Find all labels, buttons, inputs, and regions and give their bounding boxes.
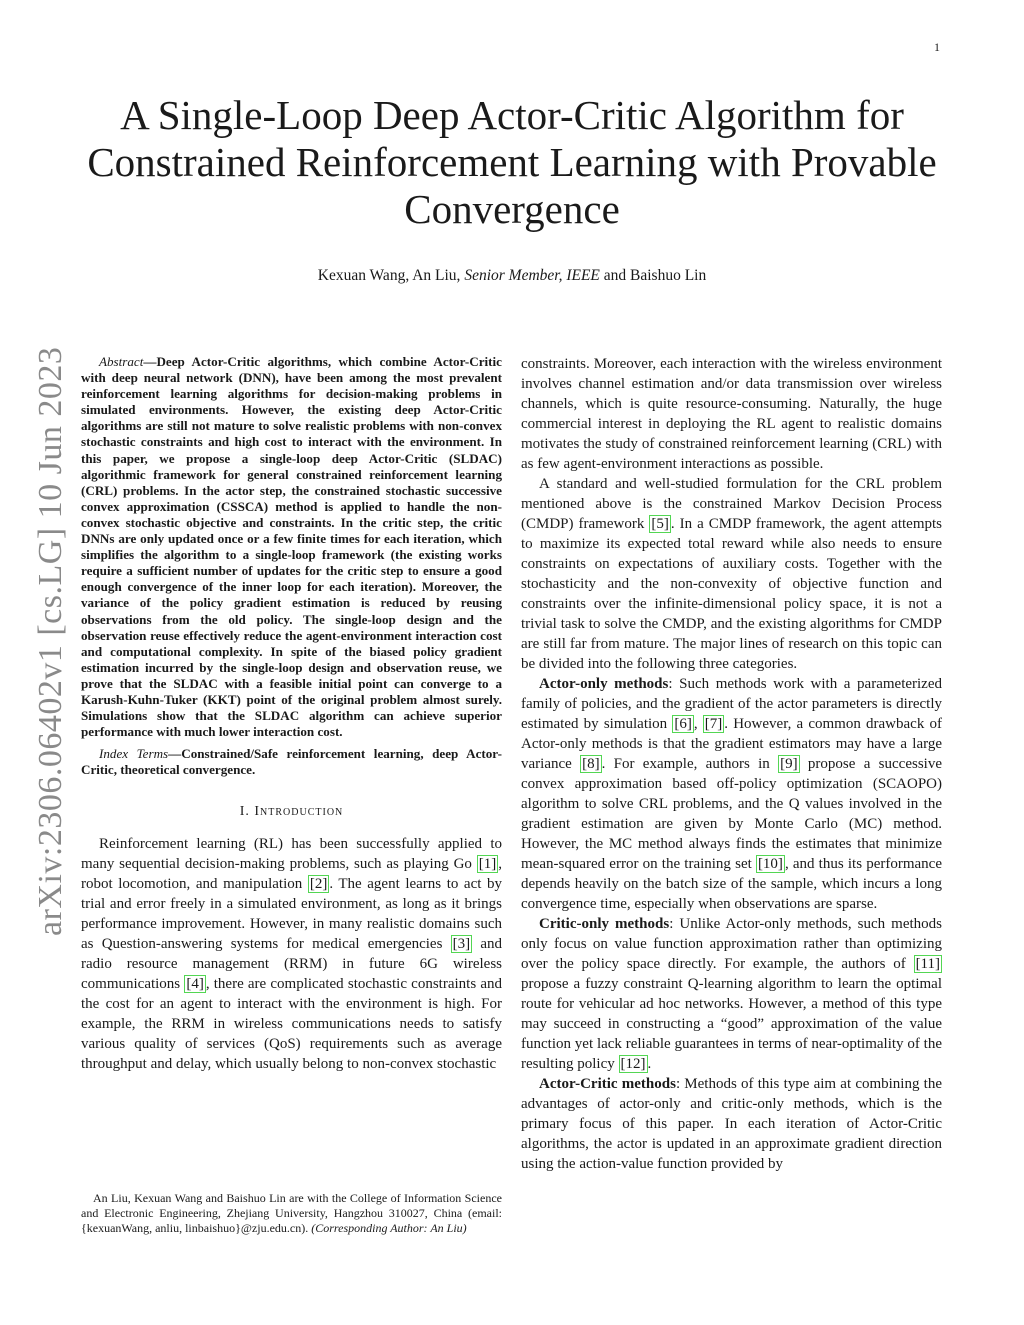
text-run: A standard and well-studied formulation for the CRL problem mentioned above is the constrained Markov Decision Process (CMDP) framework [521,476,942,532]
text-run: , [693,716,703,732]
text-run: : Unlike Actor-only methods, such methods only focus on value function approximation rather than optimizing over the policy space directly. For example, the authors of [521,916,942,972]
abstract-text: Deep Actor-Critic algorithms, which combine Actor-Critic with deep neural network (DNN), have been among the most prevalent reinforcement learning algorithms for decision-making problems in simulated environments. However, the existing deep Actor-Critic algorithms are still not mature to solve realistic problems with non-convex stochastic constraints and high cost to interact with the environment. In this paper, we propose a single-loop deep Actor-Critic (SLDAC) algorithmic framework for general constrained reinforcement learning (CRL) problems. In the actor step, the constrained stochastic successive convex approximation (CSSCA) method is applied to handle the non-convex stochastic objective and constraints. In the critic step, the critic DNNs are only updated once or a few finite times for each iteration, which simplifies the algorithm to a single-loop framework (the existing works require a sufficient number of updates for the critic step to ensure a good enough convergence of the inner loop for each iteration). Moreover, the variance of the policy gradient estimation is reduced by reusing observations from the old policy. The single-loop design and the observation reuse effectively reduce the agent-environment interaction cost and computational complexity. In spite of the biased policy gradient estimation incurred by the single-loop design and observation reuse, we prove that the SLDAC with a feasible initial point can converge to a Karush-Kuhn-Tuker (KKT) point of the original problem almost surely. Simulations show that the SLDAC algorithm can achieve superior performance with much lower interaction cost. [81,354,502,740]
section-title: Introduction [254,804,344,820]
citation-link[interactable]: [10] [757,856,783,872]
author-names: Kexuan Wang, An Liu, [317,267,461,284]
text-run: . [647,1056,652,1072]
paragraph-lead: Actor-Critic methods [539,1076,676,1092]
index-terms-label: Index Terms [99,746,169,762]
critic-only-paragraph [521,914,942,1074]
paragraph-lead: Actor-only methods [539,676,669,692]
text-run: Reinforcement learning (RL) has been successfully applied to many sequential decision-making problems, such as playing Go [81,836,502,873]
author-membership: Senior Member, IEEE [464,267,600,284]
author-names-tail: and Baishuo Lin [603,267,707,284]
text-run: , robot locomotion, and manipulation [81,856,502,893]
citation-link[interactable]: [4] [186,976,204,993]
citation-link[interactable]: [12] [620,1056,646,1072]
text-run: . For example, authors in [601,756,779,772]
text-run: . The agent learns to act by trial and error freely in a simulated environment, as long as it brings performance improvement. However, in many realistic domains such as Question-answering systems for medical emergencies [81,876,502,953]
section-numeral: I. [239,804,250,820]
citation-link[interactable]: [1] [478,856,497,873]
text-run: and radio resource management (RRM) in future 6G wireless communications [81,936,502,993]
text-run: , there are complicated stochastic constraints and the cost for an agent to interact with the environment is high. For example, the RRM in wireless communications needs to satisfy various quality of services (QoS) requirements such as average throughput and delay, which usually belong to non-convex stochastic [81,976,502,1073]
affiliation-footnote [81,1191,502,1237]
text-run: propose a fuzzy constraint Q-learning algorithm to learn the optimal route for vehicular ad hoc networks. However, a method of this type may succeed in constructing a “good” approximation of the value function yet lack reliable guarantees in terms of near-optimality of the resulting policy [521,976,942,1072]
citation-link[interactable]: [6] [674,716,692,732]
text-run: propose a successive convex approximation based off-policy optimization (SCAOPO) algorithm to solve CRL problems, and the Q values involved in the gradient estimation are given by Monte Carlo (MC) method. However, the MC method always finds the estimates that minimize mean-squared error on the training set [521,756,942,872]
citation-link[interactable]: [2] [309,876,328,893]
intro-paragraph [81,834,502,1074]
citation-link[interactable]: [9] [780,756,798,772]
abstract: Abstract—Deep Actor-Critic algorithms, which combine Actor-Critic with deep neural network (DNN), have been among the most prevalent reinforcement learning algorithms for decision-making problems in simulated environments. However, the existing deep Actor-Critic algorithms are still not mature to solve realistic problems with non-convex stochastic constraints and high cost to interact with the environment. In this paper, we propose a single-loop deep Actor-Critic (SLDAC) algorithmic framework for general constrained reinforcement learning (CRL) problems. In the actor step, the constrained stochastic successive convex approximation (CSSCA) method is applied to handle the non-convex stochastic objective and constraints. In the critic step, the critic DNNs are only updated once or a few finite times for each iteration, which simplifies the algorithm to a single-loop framework (the existing works require a sufficient number of updates for the critic step to ensure a good enough convergence of the inner loop for each iteration). Moreover, the variance of the policy gradient estimation is reduced by reusing observations from the old policy. The single-loop design and the observation reuse effectively reduce the agent-environment interaction cost and computational complexity. In spite of the biased policy gradient estimation incurred by the single-loop design and observation reuse, we prove that the SLDAC with a feasible initial point can converge to a Karush-Kuhn-Tuker (KKT) point of the original problem almost surely. Simulations show that the SLDAC algorithm can achieve superior performance with much lower interaction cost. [81,354,502,740]
index-terms-text: Constrained/Safe reinforcement learning, deep Actor-Critic, theoretical convergence. [81,746,502,778]
paragraph-lead: Critic-only methods [539,916,670,932]
left-column [81,354,502,1074]
page-number: 1 [934,40,940,54]
citation-link[interactable]: [8] [582,756,600,772]
citation-link[interactable]: [11] [915,956,940,972]
text-run: : Methods of this type aim at combining the advantages of actor-only and critic-only methods, which is the primary focus of this paper. In each iteration of Actor-Critic algorithms, the actor is updated in an approximate gradient direction using the action-value function provided by [521,1076,942,1172]
abstract-label: Abstract [99,354,144,369]
text-run: . However, a common drawback of Actor-only methods is that the gradient estimators may have a large variance [521,716,943,772]
footnote-text: An Liu, Kexuan Wang and Baishuo Lin are with the College of Information Science and Electronic Engineering, Zhejiang University, Hangzhou 310027, China (email: {kexuanWang, anliu, linbaishuo}@zju.edu.cn). [81,1191,502,1236]
corresponding-author: (Corresponding Author: An Liu) [311,1221,467,1236]
right-column [521,354,942,1174]
paper-title: A Single-Loop Deep Actor-Critic Algorithm for Constrained Reinforcement Learning with Provable Convergence [87,92,937,232]
author-line [60,267,964,285]
text-run: , and thus its performance depends heavily on the batch size of the sample, which incurs a long convergence time, especially when observations are sparse. [521,856,942,912]
citation-link[interactable]: [7] [704,716,723,732]
citation-link[interactable]: [5] [651,516,669,532]
text-run: . In a CMDP framework, the agent attempts to maximize its expected total reward while also needs to ensure constraints on expectations of auxiliary costs. Together with the stochasticity and the non-convexity of objective function and constraints over the infinite-dimensional policy space, it is not a trivial task to solve the CMDP, and the existing algorithms for CMDP are still far from mature. The major lines of research on this topic can be divided into the following three categories. [521,516,942,672]
body-paragraph [521,474,942,674]
citation-link[interactable]: [3] [452,936,471,953]
actor-critic-paragraph [521,1074,942,1174]
actor-only-paragraph [521,674,942,914]
arxiv-identifier: arXiv:2306.06402v1 [cs.LG] 10 Jun 2023 [32,346,69,936]
index-terms: Index Terms—Constrained/Safe reinforcement learning, deep Actor-Critic, theoretical convergence. [81,746,502,778]
body-paragraph: constraints. Moreover, each interaction with the wireless environment involves channel estimation and/or data transmission over wireless channels, which is quite resource-consuming. Naturally, the huge commercial interest in deploying the RL agent to realistic domains motivates the study of constrained reinforcement learning (CRL) with as few agent-environment interactions as possible. [521,356,942,472]
text-run: : Such methods work with a parameterized family of policies, and the gradient of the actor parameters is directly estimated by simulation [521,676,942,732]
section-heading-introduction [81,802,502,822]
